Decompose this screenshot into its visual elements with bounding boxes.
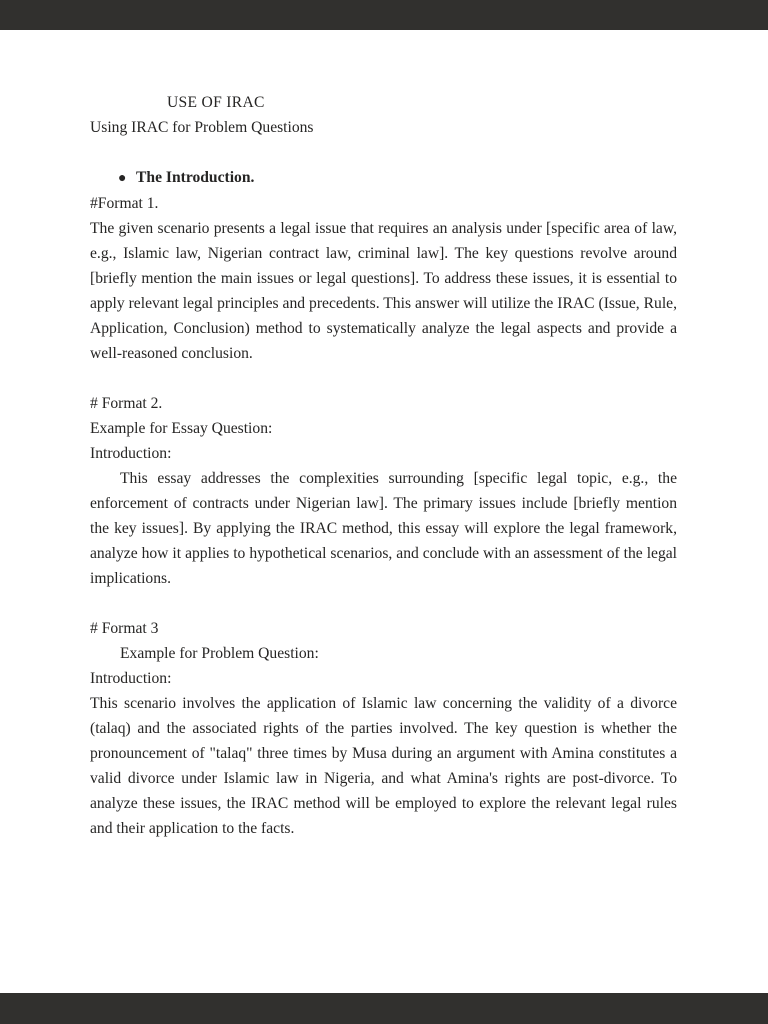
format3-body: This scenario involves the application of Islamic law concerning the validity of a divorce (talaq) and the associated rights of the parties involved. The key question is whether the pronouncement of "talaq" three times by Musa during an argument with Amina constitutes a valid divorce under Islamic law in Nigeria, and what Amina's rights are post-divorce. To analyze these issues, the IRAC method will be employed to explore the relevant legal rules and their application to the facts. [90, 695, 677, 837]
format3-example-line: Example for Problem Question: [120, 645, 319, 662]
viewer-bottom-bar [0, 993, 768, 1024]
format2-label: # Format 2. [90, 395, 163, 412]
bullet-icon: ● [118, 171, 127, 186]
format2-example-line: Example for Essay Question: [90, 420, 273, 437]
format3-intro-line: Introduction: [90, 670, 172, 687]
document-page [0, 30, 768, 993]
viewer-top-bar [0, 0, 768, 30]
intro-bullet-label: The Introduction. [136, 169, 255, 186]
format2-body: This essay addresses the complexities surrounding [specific legal topic, e.g., the enforcement of contracts under Nigerian law]. The primary issues include [briefly mention the key issues]. By applying the IRAC method, this essay will explore the legal framework, analyze how it applies to hypothetical scenarios, and conclude with an assessment of the legal implications. [90, 470, 677, 587]
format1-body: The given scenario presents a legal issue that requires an analysis under [specific area of law, e.g., Islamic law, Nigerian contract law, criminal law]. The key questions revolve around [briefly mention the main issues or legal questions]. To address these issues, it is essential to apply relevant legal principles and precedents. This answer will utilize the IRAC (Issue, Rule, Application, Conclusion) method to systematically analyze the legal aspects and provide a well-reasoned conclusion. [90, 220, 677, 362]
format1-label: #Format 1. [90, 195, 159, 212]
intro-bullet-row [90, 165, 677, 191]
format3-label: # Format 3 [90, 620, 159, 637]
doc-subtitle: Using IRAC for Problem Questions [90, 119, 314, 136]
doc-title: USE OF IRAC [167, 94, 265, 111]
format2-intro-line: Introduction: [90, 445, 172, 462]
